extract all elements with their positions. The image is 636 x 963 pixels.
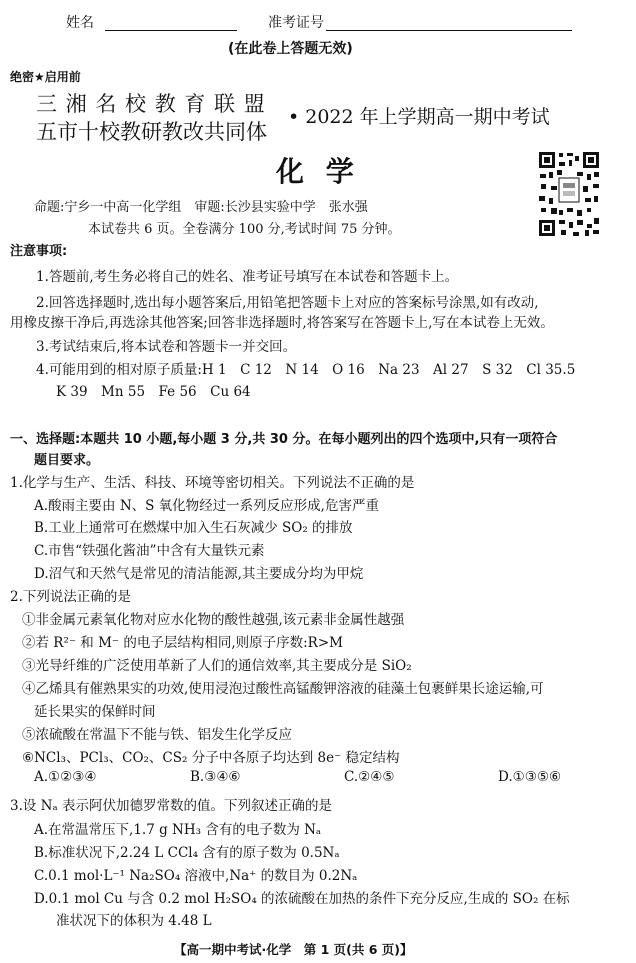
alliance-line1: 三 湘 名 校 教 育 联 盟 xyxy=(36,92,266,116)
q3-option-d-cont: 准状况下的体积为 4.48 L xyxy=(56,913,212,929)
q1-stem: 1.化学与生产、生活、科技、环境等密切相关。下列说法不正确的是 xyxy=(10,475,415,491)
q3-option-d: D.0.1 mol Cu 与含 0.2 mol H₂SO₄ 的浓硫酸在加热的条件下充分反应,生成的 SO₂ 在标 xyxy=(34,891,570,907)
q2-statement-3: ③光导纤维的广泛使用革新了人们的通信效率,其主要成分是 SiO₂ xyxy=(22,658,412,674)
section-1-heading: 一、选择题:本题共 10 小题,每小题 3 分,共 30 分。在每小题列出的四个选项中,只有一项符合 xyxy=(10,432,558,447)
q2-statement-4-cont: 延长果实的保鲜时间 xyxy=(34,704,156,720)
exam-number-label: 准考证号 xyxy=(268,15,324,31)
notice-item-1: 1.答题前,考生务必将自己的姓名、准考证号填写在本试卷和答题卡上。 xyxy=(36,269,459,285)
invalid-note: (在此卷上答题无效) xyxy=(228,41,353,57)
q2-option-a: A.①②③④ xyxy=(34,769,97,785)
notice-item-2-cont: 用橡皮擦干净后,再选涂其他答案;回答非选择题时,将答案写在答题卡上,写在本试卷上无效。 xyxy=(10,315,554,331)
q3-option-a: A.在常温常压下,1.7 g NH₃ 含有的电子数为 Nₐ xyxy=(34,822,322,838)
alliance-line2: 五市十校教研教改共同体 xyxy=(36,120,267,144)
q2-statement-4: ④乙烯具有催熟果实的功效,使用浸泡过酸性高锰酸钾溶液的硅藻土包裹鲜果长途运输,可 xyxy=(22,681,544,697)
q2-statement-2: ②若 R²⁻ 和 M⁻ 的电子层结构相同,则原子序数:R>M xyxy=(22,635,343,651)
q2-stem: 2.下列说法正确的是 xyxy=(10,589,131,605)
q1-option-b: B.工业上通常可在燃煤中加入生石灰减少 SO₂ 的排放 xyxy=(34,520,353,536)
name-field[interactable] xyxy=(105,14,237,31)
q2-statement-5: ⑤浓硫酸在常温下不能与铁、铝发生化学反应 xyxy=(22,727,292,743)
q2-option-c: C.②④⑤ xyxy=(344,769,395,785)
q1-option-d: D.沼气和天然气是常见的清洁能源,其主要成分均为甲烷 xyxy=(34,566,364,582)
exam-number-field[interactable] xyxy=(326,14,572,31)
authors: 命题:宁乡一中高一化学组 审题:长沙县实验中学 张水强 xyxy=(34,200,368,215)
q2-option-d: D.①③⑤⑥ xyxy=(498,769,562,785)
exam-title: • 2022 年上学期高一期中考试 xyxy=(288,106,550,128)
paper-info: 本试卷共 6 页。全卷满分 100 分,考试时间 75 分钟。 xyxy=(88,222,401,237)
notice-item-4-cont: K 39 Mn 55 Fe 56 Cu 64 xyxy=(56,384,251,400)
q1-option-a: A.酸雨主要由 N、S 氧化物经过一系列反应形成,危害严重 xyxy=(34,498,379,514)
q3-option-c: C.0.1 mol·L⁻¹ Na₂SO₄ 溶液中,Na⁺ 的数目为 0.2Nₐ xyxy=(34,868,358,884)
notice-item-3: 3.考试结束后,将本试卷和答题卡一并交回。 xyxy=(36,339,297,355)
q3-stem: 3.设 Nₐ 表示阿伏加德罗常数的值。下列叙述正确的是 xyxy=(10,798,332,814)
notice-item-4: 4.可能用到的相对原子质量:H 1 C 12 N 14 O 16 Na 23 Al 27 S 32 Cl 35.5 xyxy=(36,362,576,378)
page-footer: 【高一期中考试·化学 第 1 页(共 6 页)】 xyxy=(174,942,413,957)
notice-title: 注意事项: xyxy=(10,244,68,259)
secret-mark: 绝密★启用前 xyxy=(10,70,81,84)
section-1-heading-cont: 题目要求。 xyxy=(34,453,100,468)
q2-statement-1: ①非金属元素氧化物对应水化物的酸性越强,该元素非金属性越强 xyxy=(22,612,405,628)
name-label: 姓名 xyxy=(66,15,94,31)
q1-option-c: C.市售“铁强化酱油”中含有大量铁元素 xyxy=(34,543,265,559)
q2-statement-6: ⑥NCl₃、PCl₃、CO₂、CS₂ 分子中各原子均达到 8e⁻ 稳定结构 xyxy=(22,750,400,766)
q2-option-b: B.③④⑥ xyxy=(190,769,241,785)
q3-option-b: B.标准状况下,2.24 L CCl₄ 含有的原子数为 0.5Nₐ xyxy=(34,845,340,861)
subject-title: 化 学 xyxy=(276,155,360,188)
notice-item-2: 2.回答选择题时,选出每小题答案后,用铅笔把答题卡上对应的答案标号涂黑,如有改动, xyxy=(36,295,539,311)
qr-code xyxy=(537,150,601,238)
